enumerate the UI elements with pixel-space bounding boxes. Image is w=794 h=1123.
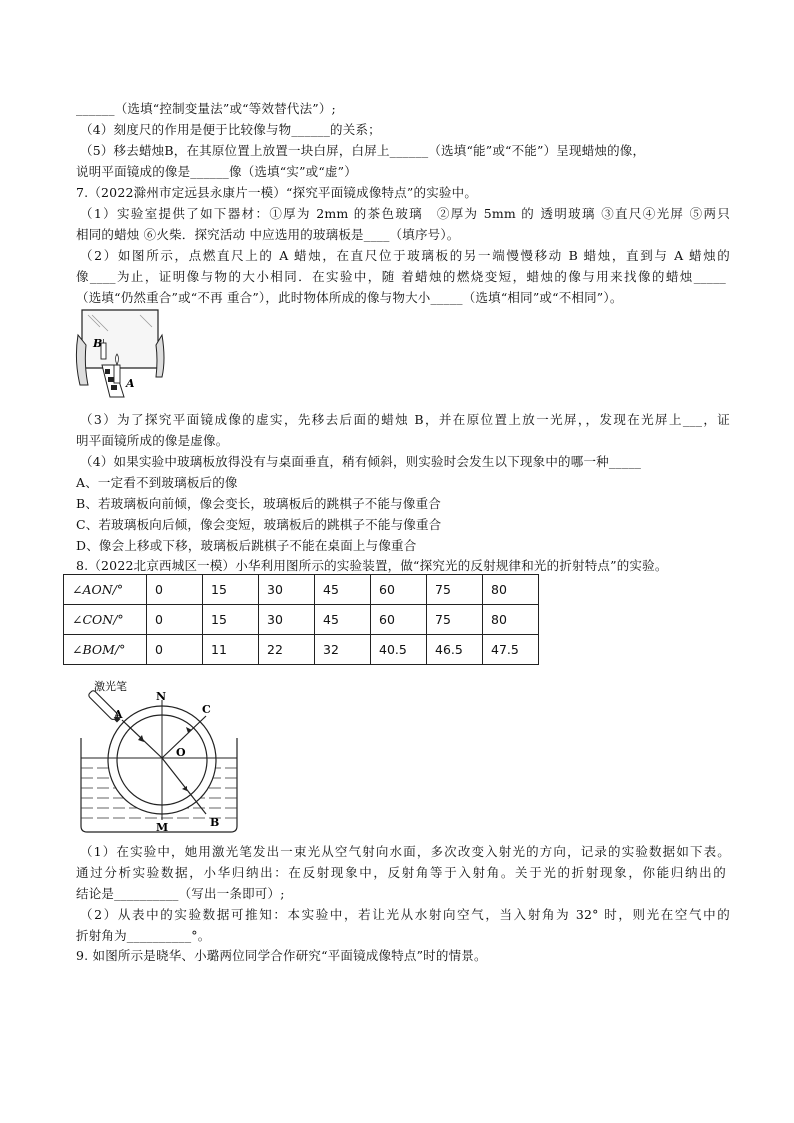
text-line: 明平面镜所成的像是虚像。 [76, 433, 229, 448]
option-c: C、若玻璃板向后倾，像会变短，玻璃板后的跳棋子不能与像重合 [76, 517, 442, 532]
figure-refraction-setup [76, 676, 246, 836]
question-8-title: 8.（2022北京西城区一模）小华利用图所示的实验装置，做“探究光的反射规律和光的折射特点”的实验。 [76, 558, 668, 573]
table-cell: 30 [259, 605, 315, 635]
table-cell: 0 [147, 605, 203, 635]
option-a: A、一定看不到玻璃板后的像 [76, 475, 238, 490]
table-cell: 46.5 [427, 635, 483, 665]
row-header: ∠CON/° [64, 605, 147, 635]
label-a: A [114, 708, 123, 721]
option-b: B、若玻璃板向前倾，像会变长，玻璃板后的跳棋子不能与像重合 [76, 496, 441, 511]
table-row [64, 605, 539, 635]
text-line: （2）从表中的实验数据可推知：本实验中，若让光从水射向空气，当入射角为 32° 时，则光在空气中的 [80, 907, 730, 922]
table-cell: 75 [427, 575, 483, 605]
text-line: （5）移去蜡烛B，在其原位置上放置一块白屏，白屏上______（选填“能”或“不能”）呈现蜡烛的像， [80, 143, 646, 158]
text-line: 像____为止，证明像与物的大小相同．在实验中，随 着蜡烛的燃烧变短，蜡烛的像与用来找像的蜡烛_____ [76, 269, 726, 284]
text-line: 折射角为__________°。 [76, 928, 211, 943]
text-line: 相同的蜡烛 ⑥火柴．探究活动 中应选用的玻璃板是____（填序号）。 [76, 227, 460, 242]
text-line: 结论是__________（写出一条即可）; [76, 886, 285, 901]
label-m: M [156, 821, 169, 834]
text-line: （1）实验室提供了如下器材：①厚为 2mm 的茶色玻璃 ②厚为 5mm 的 透明玻璃 ③直尺④光屏 ⑤两只 [80, 206, 730, 221]
text-line: 说明平面镜成的像是______像（选填“实”或“虚”） [76, 164, 357, 179]
row-header: ∠BOM/° [64, 635, 147, 665]
table-cell: 47.5 [483, 635, 539, 665]
text-line: （选填“仍然重合”或“不再 重合”），此时物体所成的像与物大小_____（选填“相同”或“不相同”）。 [76, 290, 623, 305]
text-line: （4）如果实验中玻璃板放得没有与桌面垂直，稍有倾斜，则实验时会发生以下现象中的哪一种_____ [80, 454, 642, 469]
table-cell: 15 [203, 605, 259, 635]
candle-a [114, 365, 120, 383]
label-b: B [93, 337, 103, 350]
text-line: （1）在实验中，她用激光笔发出一束光从空气射向水面，多次改变入射光的方向，记录的实验数据如下表。 [80, 844, 730, 859]
table-cell: 30 [259, 575, 315, 605]
question-7-title: 7.（2022滁州市定远县永康片一模）“探究平面镜成像特点”的实验中。 [76, 185, 478, 200]
table-cell: 15 [203, 575, 259, 605]
table-cell: 11 [203, 635, 259, 665]
text-line: （3）为了探究平面镜成像的虚实，先移去后面的蜡烛 B，并在原位置上放一光屏，，发现在光屏上___，证 [80, 412, 730, 427]
table-cell: 60 [371, 605, 427, 635]
table-cell: 80 [483, 575, 539, 605]
table-cell: 60 [371, 575, 427, 605]
label-b: B [210, 816, 220, 829]
text-line: （4）刻度尺的作用是便于比较像与物______的关系； [80, 122, 381, 137]
question-9-title: 9. 如图所示是晓华、小璐两位同学合作研究“平面镜成像特点”时的情景。 [76, 948, 487, 963]
table-cell: 45 [315, 575, 371, 605]
figure-plane-mirror [70, 305, 180, 400]
table-cell: 40.5 [371, 635, 427, 665]
table-cell: 22 [259, 635, 315, 665]
table-cell: 32 [315, 635, 371, 665]
row-header: ∠AON/° [64, 575, 147, 605]
laser-label: 激光笔 [94, 680, 127, 693]
flame-icon [116, 354, 119, 365]
table-cell: 0 [147, 635, 203, 665]
label-a: A [126, 377, 135, 390]
option-d: D、像会上移或下移，玻璃板后跳棋子不能在桌面上与像重合 [76, 538, 417, 553]
table-cell: 75 [427, 605, 483, 635]
table-cell: 0 [147, 575, 203, 605]
table-cell: 45 [315, 605, 371, 635]
table-cell: 80 [483, 605, 539, 635]
text-line: ______（选填“控制变量法”或“等效替代法”）; [76, 101, 336, 116]
label-c: C [202, 703, 211, 716]
text-line: 通过分析实验数据，小华归纳出：在反射现象中，反射角等于入射角。关于光的折射现象，你能归纳出的 [76, 865, 726, 880]
table-row [64, 635, 539, 665]
table-row [64, 575, 539, 605]
data-table [63, 574, 539, 665]
label-o: O [176, 746, 186, 759]
text-line: （2）如图所示，点燃直尺上的 A 蜡烛，在直尺位于玻璃板的另一端慢慢移动 B 蜡烛，直到与 A 蜡烛的 [80, 248, 730, 263]
label-n: N [156, 690, 167, 703]
